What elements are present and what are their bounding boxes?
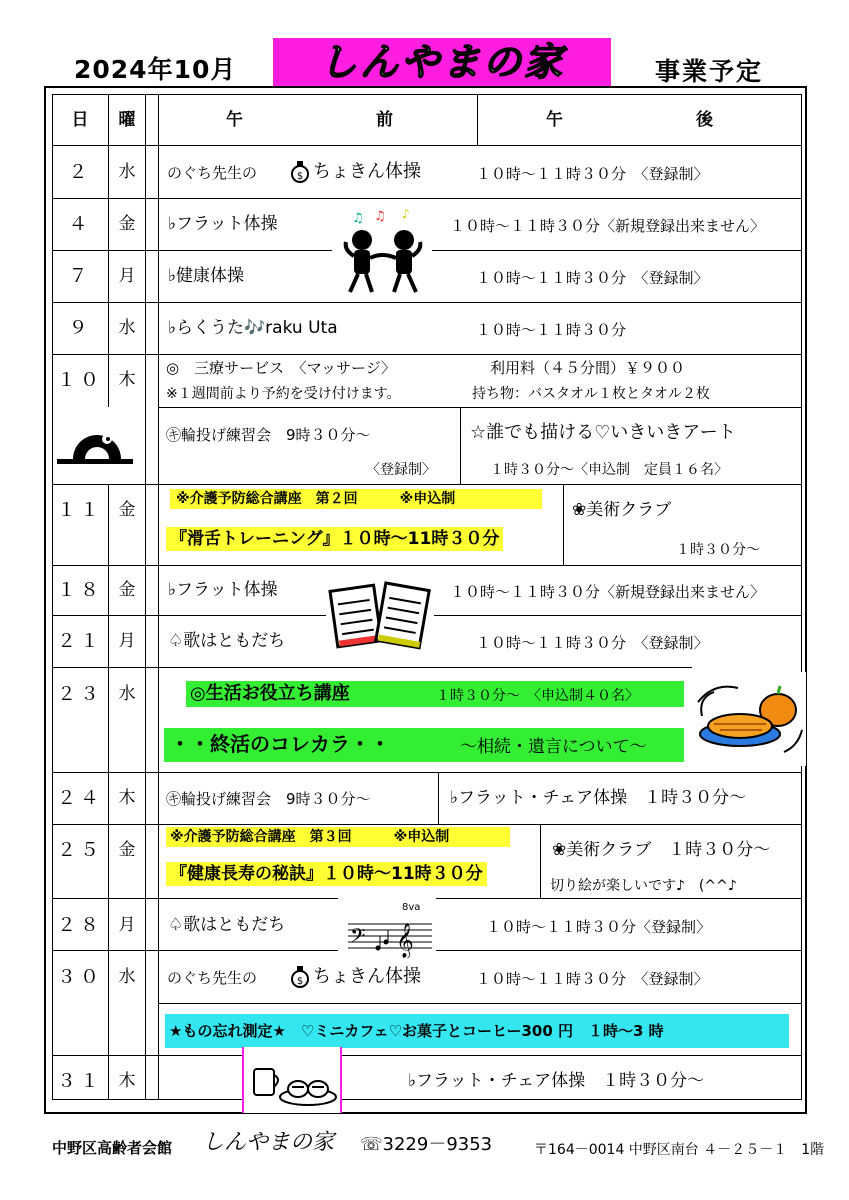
entry-title: ◎生活お役立ち講座 [190, 683, 350, 704]
row-divider [52, 484, 802, 485]
entry-title: ☆誰でも描ける♡いきいきアート [470, 422, 736, 443]
entry-time: １時３０分～ 〈申込制４０名〉 [436, 688, 639, 704]
entry-time: １０時～１１時３０分 [476, 321, 627, 339]
piggy-bank-icon [289, 160, 311, 184]
row-day: ２３ [56, 683, 103, 705]
entry-time: １０時～１１時３０分〈登録制〉 [486, 918, 712, 936]
row-weekday: 木 [118, 1071, 136, 1091]
music-score-illustration [338, 896, 436, 958]
entry-time: １０時～１１時３０分〈新規登録出来ません〉 [450, 583, 766, 601]
svg-text:8va: 8va [402, 902, 421, 913]
row-weekday: 水 [118, 162, 136, 182]
row-weekday: 水 [118, 967, 136, 987]
svg-text:$: $ [296, 171, 304, 182]
svg-text:♪: ♪ [402, 207, 410, 221]
entry-title: ♭フラット体操 [168, 214, 278, 234]
row-day: ２５ [56, 839, 103, 861]
col-divider [108, 94, 109, 407]
svg-text:♫: ♫ [352, 211, 364, 226]
coffee-cafe-illustration [242, 1047, 342, 1113]
entry-note: 〈登録制〉 [366, 462, 436, 478]
entry-title: ♤歌はともだち [168, 915, 286, 935]
entry-title: ♭らくうた🎶raku Uta [168, 318, 338, 338]
entry-time: １時３０分～〈申込制 定員１６名〉 [490, 462, 728, 478]
row-divider [52, 354, 802, 355]
row-day: ７ [68, 265, 92, 287]
row-day: １８ [56, 579, 103, 601]
row-weekday: 月 [118, 266, 136, 286]
entry-title: ♤歌はともだち [168, 631, 286, 651]
entry-text: 利用料（４５分間）￥９００ [490, 359, 686, 377]
footer-name: しんやまの家 [202, 1130, 335, 1155]
row-weekday: 水 [118, 318, 136, 338]
col-divider [145, 94, 146, 1100]
entry-time: １時３０分～ [676, 542, 760, 558]
row-divider [52, 565, 802, 566]
header-pm: 午 後 [546, 110, 721, 130]
entry-title: ♭フラット・チェア体操 １時３０分～ [450, 788, 747, 808]
entry-title: ♭健康体操 [168, 266, 245, 286]
footer-address: 〒164－0014 中野区南台 ４－２５－１ 1階 [534, 1142, 825, 1158]
header-am: 午 前 [226, 110, 401, 130]
svg-text:𝄞: 𝄞 [396, 923, 414, 958]
col-divider [460, 407, 461, 484]
svg-text:$: $ [296, 976, 304, 987]
footer-phone: ☏3229－9353 [360, 1134, 493, 1155]
row-day: ２１ [56, 630, 103, 652]
page-date: 2024年10月 [74, 55, 237, 84]
entry-title: ちょきん体操 [313, 966, 421, 987]
entry-banner: ※介護予防総合講座 第３回 ※申込制 [166, 827, 510, 847]
entry-title: 『滑舌トレーニング』１０時～11時３０分 [166, 527, 503, 551]
footer-org: 中野区高齢者会館 [52, 1139, 173, 1157]
dancers-illustration [332, 206, 432, 298]
pumpkin-pie-illustration [694, 672, 806, 766]
entry-text: 持ち物：バスタオル１枚とタオル２枚 [472, 386, 710, 402]
row-divider [52, 824, 802, 825]
row-day: ２ [68, 161, 92, 183]
row-weekday: 水 [118, 684, 136, 704]
page-title: しんやまの家 [273, 38, 611, 86]
entry-note: 切り絵が楽しいです♪ (^^♪ [550, 878, 737, 894]
entry-time: １０時～１１時３０分〈新規登録出来ません〉 [450, 217, 766, 235]
row-divider [52, 1055, 802, 1056]
row-divider [52, 772, 802, 773]
row-day: １１ [56, 499, 103, 521]
row-day: ２８ [56, 914, 103, 936]
entry-title: 『健康長寿の秘訣』１０時～11時３０分 [166, 862, 487, 886]
entry-title: ㋖輪投げ練習会 9時３０分～ [166, 426, 371, 444]
col-divider [540, 824, 541, 898]
row-weekday: 金 [118, 214, 136, 234]
entry-time: １０時～１１時３０分 〈登録制〉 [476, 970, 709, 988]
row-day: ９ [68, 317, 92, 339]
row-day: ３０ [56, 966, 103, 988]
music-sheets-illustration [326, 578, 434, 658]
header-weekday: 曜 [118, 110, 136, 130]
row-day: ２４ [56, 787, 103, 809]
entry-title: ♭フラット・チェア体操 １時３０分～ [408, 1071, 705, 1091]
row-weekday: 金 [118, 580, 136, 600]
row-weekday: 月 [118, 915, 136, 935]
row-divider [52, 667, 692, 668]
row-day: １０ [56, 369, 103, 391]
entry-title: ㋖輪投げ練習会 9時３０分～ [166, 790, 371, 808]
row-weekday: 木 [118, 370, 136, 390]
row-weekday: 金 [118, 500, 136, 520]
svg-text:𝄢: 𝄢 [350, 924, 366, 952]
entry-title: ❀美術クラブ [572, 500, 672, 520]
page-subtitle: 事業予定 [655, 57, 764, 86]
row-divider [52, 145, 802, 146]
row-divider [52, 198, 802, 199]
entry-time: １０時～１１時３０分 〈登録制〉 [476, 269, 709, 287]
header-day: 日 [71, 110, 89, 130]
row-divider [158, 407, 802, 408]
entry-title: ❀美術クラブ １時３０分～ [552, 840, 771, 860]
entry-banner: ※介護予防総合講座 第２回 ※申込制 [170, 489, 542, 509]
entry-text: のぐち先生の [167, 164, 258, 182]
col-divider [158, 94, 159, 1100]
svg-text:♫: ♫ [374, 209, 386, 224]
entry-time: １０時～１１時３０分 〈登録制〉 [476, 165, 709, 183]
row-weekday: 金 [118, 840, 136, 860]
row-weekday: 木 [118, 788, 136, 808]
row-divider [158, 1003, 802, 1004]
piggy-bank-icon [289, 965, 311, 989]
entry-text: ※１週間前より予約を受け付けます。 [166, 386, 401, 402]
entry-subtitle: ～相続・遺言について～ [460, 737, 647, 757]
row-divider [52, 302, 802, 303]
entry-text: ◎ 三療サービス 〈マッサージ〉 [166, 359, 396, 377]
entry-title: ♭フラット体操 [168, 580, 278, 600]
entry-title: ・・終活のコレカラ・・ [170, 732, 390, 756]
entry-banner: ★もの忘れ測定★ ♡ミニカフェ♡お菓子とコーヒー300 円 １時～3 時 [165, 1014, 789, 1048]
row-weekday: 月 [118, 631, 136, 651]
entry-title: ちょきん体操 [313, 161, 421, 182]
col-divider [438, 772, 439, 824]
ring-toss-icon [55, 415, 135, 467]
row-day: ４ [68, 213, 92, 235]
col-divider [563, 484, 564, 565]
col-divider [477, 94, 478, 146]
entry-time: １０時～１１時３０分 〈登録制〉 [476, 634, 709, 652]
entry-text: のぐち先生の [167, 969, 258, 987]
row-day: ３１ [56, 1070, 103, 1092]
